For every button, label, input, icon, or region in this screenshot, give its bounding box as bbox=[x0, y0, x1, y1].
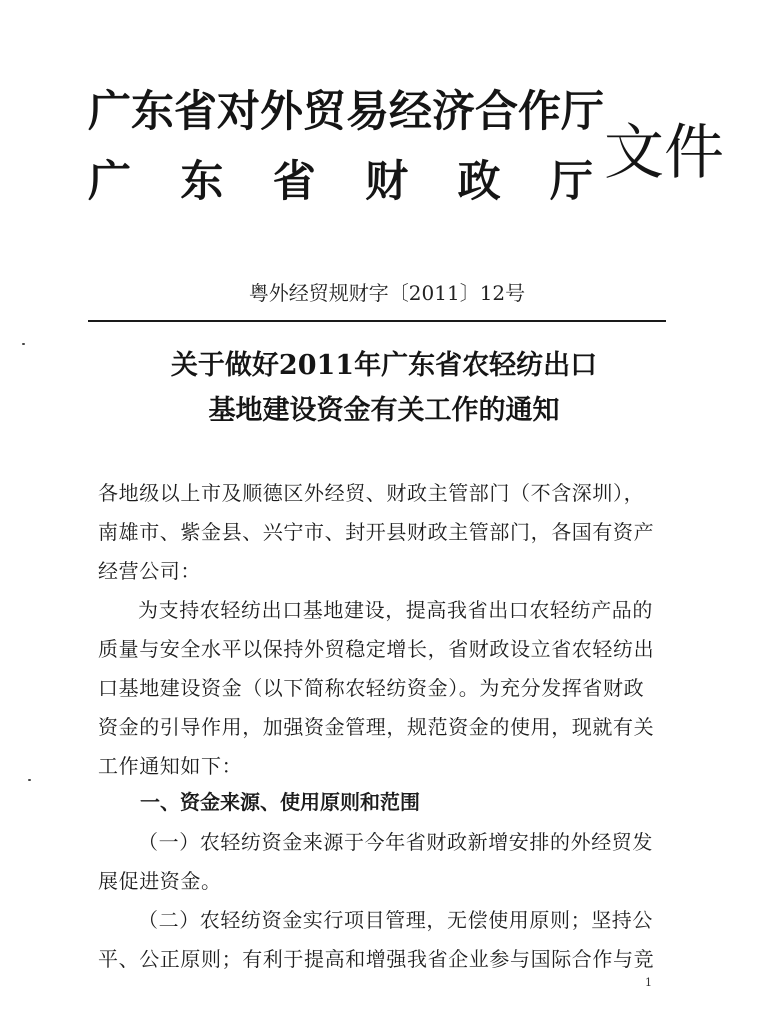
header-divider bbox=[88, 320, 666, 322]
issuer-department-commerce: 广东省对外贸易经济合作厅 bbox=[88, 87, 604, 137]
issuer-char: 财 bbox=[365, 157, 409, 207]
document-title-line-2: 基地建设资金有关工作的通知 bbox=[208, 395, 560, 426]
body-line-item-2a: （二）农轻纺资金实行项目管理，无偿使用原则；坚持公 bbox=[138, 908, 653, 932]
page-number: 1 bbox=[645, 976, 652, 989]
issuer-char: 政 bbox=[457, 157, 501, 207]
issuer-char: 广 bbox=[88, 157, 131, 207]
body-line-paragraph-2: 质量与安全水平以保持外贸稳定增长，省财政设立省农轻纺出 bbox=[98, 637, 655, 661]
document-mark: 文件 bbox=[604, 118, 724, 188]
body-line-paragraph-5: 工作通知如下： bbox=[98, 754, 243, 778]
body-line-item-2b: 平、公正原则；有利于提高和增强我省企业参与国际合作与竞 bbox=[98, 947, 655, 971]
body-line-item-1a: （一）农轻纺资金来源于今年省财政新增安排的外经贸发 bbox=[138, 830, 653, 854]
body-line-paragraph-4: 资金的引导作用，加强资金管理，规范资金的使用，现就有关 bbox=[98, 715, 655, 739]
document-title-line-1: 关于做好2011年广东省农轻纺出口 bbox=[170, 350, 598, 381]
body-line-paragraph-3: 口基地建设资金（以下简称农轻纺资金）。为充分发挥省财政 bbox=[98, 676, 645, 700]
scan-speck bbox=[22, 343, 25, 345]
document-number-text: 粤外经贸规财字〔2011〕12号 bbox=[248, 281, 526, 305]
body-line-addressee-1: 各地级以上市及顺德区外经贸、财政主管部门（不含深圳）， bbox=[98, 481, 645, 505]
issuer-char: 厅 bbox=[549, 157, 593, 207]
document-number bbox=[0, 277, 768, 306]
body-line-item-1b: 展促进资金。 bbox=[98, 869, 222, 893]
body-line-addressee-2: 南雄市、紫金县、兴宁市、封开县财政主管部门，各国有资产 bbox=[98, 520, 655, 544]
issuer-char: 东 bbox=[180, 157, 224, 207]
scan-speck bbox=[28, 779, 31, 781]
body-line-paragraph-1: 为支持农轻纺出口基地建设，提高我省出口农轻纺产品的 bbox=[138, 598, 653, 622]
issuer-department-finance bbox=[88, 148, 593, 209]
issuer-char: 省 bbox=[272, 157, 316, 207]
body-line-addressee-3: 经营公司： bbox=[98, 559, 201, 583]
section-heading-1: 一、资金来源、使用原则和范围 bbox=[140, 790, 420, 814]
